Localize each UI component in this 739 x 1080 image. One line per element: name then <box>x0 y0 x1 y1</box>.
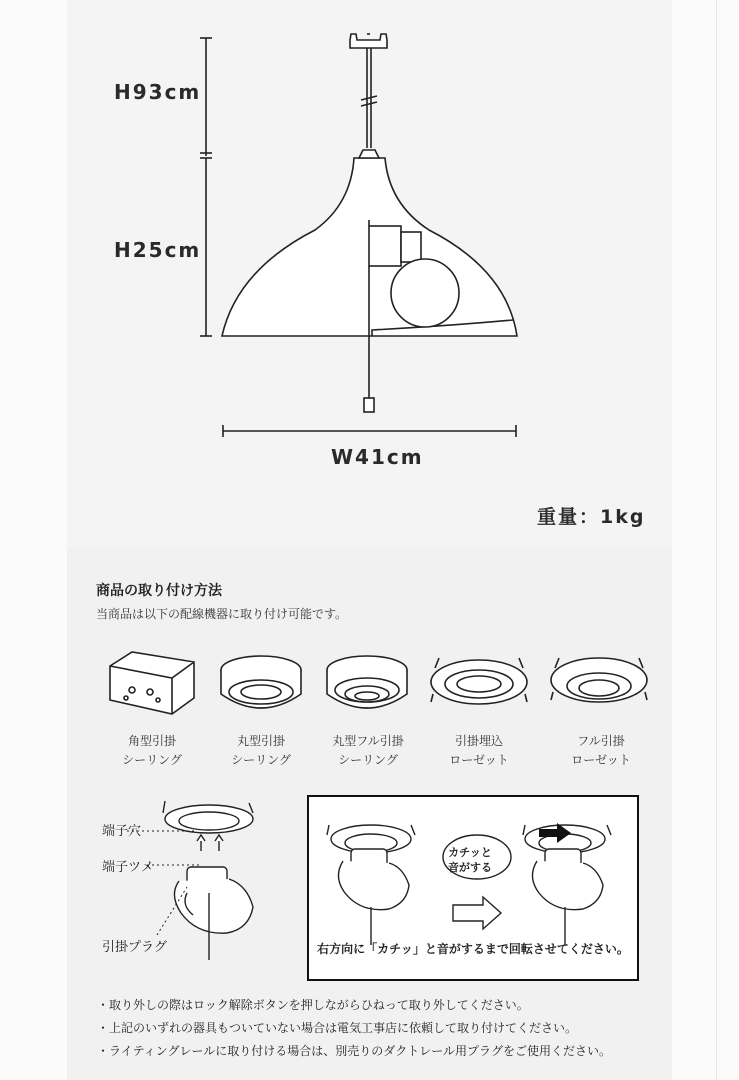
note-item: ・上記のいずれの器具もついていない場合は電気工事店に依頼して取り付けてください。 <box>97 1021 578 1035</box>
round-full-ceiling-fixture-icon <box>323 650 413 720</box>
device-label: 丸型引掛 シーリング <box>231 734 291 767</box>
rotation-caption: 右方向に「カチッ」と音がするまで回転させてください。 <box>317 942 629 956</box>
installation-notes <box>97 994 677 1063</box>
installation-title: 商品の取り付け方法 <box>96 583 222 599</box>
shade-height-label: H25cm <box>114 238 202 262</box>
note-item: ・ライティングレールに取り付ける場合は、別売りのダクトレール用プラグをご使用ください。 <box>97 1044 611 1058</box>
note-item: ・取り外しの際はロック解除ボタンを押しながらひねって取り外してください。 <box>97 998 529 1012</box>
product-detail-panel <box>67 0 672 1080</box>
width-label: W41cm <box>331 445 424 469</box>
round-ceiling-fixture-icon <box>217 650 307 720</box>
cord-height-label: H93cm <box>114 80 202 104</box>
right-margin <box>672 0 739 1080</box>
full-rosette-icon <box>547 650 657 720</box>
weight-label: 重量：1kg <box>537 506 646 528</box>
square-ceiling-fixture-icon <box>102 648 202 718</box>
device-label: 引掛埋込 ローゼット <box>449 734 509 767</box>
click-sound-bubble: カチッと 音がする <box>448 846 492 874</box>
device-label: 丸型フル引掛 シーリング <box>332 734 404 767</box>
left-margin <box>0 0 67 1080</box>
terminal-claw-label: 端子ツメ <box>102 860 154 875</box>
device-label: 角型引掛 シーリング <box>122 734 182 767</box>
installation-subtitle: 当商品は以下の配線機器に取り付け可能です。 <box>96 607 348 621</box>
device-label: フル引掛 ローゼット <box>571 734 631 767</box>
plug-label: 引掛プラグ <box>102 940 168 955</box>
terminal-hole-label: 端子穴 <box>102 824 142 839</box>
embedded-rosette-icon <box>427 650 537 720</box>
